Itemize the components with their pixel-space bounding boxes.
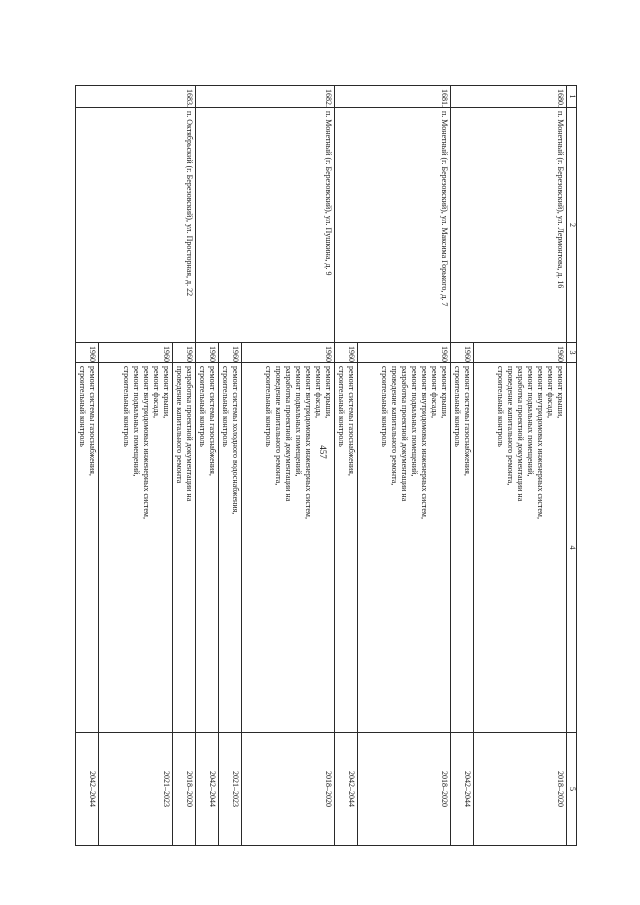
period-cell: 2042–2044 (451, 733, 474, 846)
work-item: строительный контроль (122, 366, 131, 447)
work-item: ремонт фасада, (430, 366, 439, 418)
work-item: ремонт крыши, (440, 366, 449, 419)
work-item: ремонт подвальных помещений, (294, 366, 303, 477)
work-item: ремонт фасада, (546, 366, 555, 418)
address-cell: п. Монетный (г. Березовский), ул. Пушкина, д. 9 (196, 108, 335, 343)
repair-schedule-table (75, 85, 577, 846)
work-item: ремонт подвальных помещений, (132, 366, 141, 477)
work-item: разработка проектной документации на (516, 366, 525, 502)
work-item: ремонт внутридомовых инженерных систем, (420, 366, 429, 519)
works-cell (335, 363, 358, 733)
period-cell: 2021–2023 (99, 733, 173, 846)
work-item: ремонт крыши, (162, 366, 171, 419)
work-item: разработка проектной документации на (400, 366, 409, 502)
work-item: ремонт системы газоснабжения, (208, 366, 217, 476)
works-cell (219, 363, 242, 733)
year-cell: 1960 (335, 343, 358, 363)
work-item: ремонт фасада, (314, 366, 323, 418)
works-cell (76, 363, 99, 733)
work-item: строительный контроль (453, 366, 462, 447)
table-row (242, 86, 335, 846)
column-header: 2 (567, 108, 577, 343)
works-cell (173, 363, 196, 733)
work-item: ремонт крыши, (556, 366, 565, 419)
work-item: строительный контроль (198, 366, 207, 447)
works-cell (358, 363, 451, 733)
work-item: ремонт внутридомовых инженерных систем, (142, 366, 151, 519)
work-item: проведение капитального ремонта, (390, 366, 399, 486)
period-cell: 2021–2023 (219, 733, 242, 846)
period-cell: 2018–2020 (358, 733, 451, 846)
work-item: ремонт системы холодного водоснабжения, (231, 366, 240, 515)
row-number: 1683. (76, 86, 196, 108)
column-number-row (567, 86, 577, 846)
column-header: 5 (567, 733, 577, 846)
works-cell (99, 363, 173, 733)
table-frame (78, 85, 577, 846)
table-row (474, 86, 567, 846)
work-item: строительный контроль (264, 366, 273, 447)
year-cell: 1960 (173, 343, 196, 363)
work-item: ремонт системы газоснабжения, (88, 366, 97, 476)
work-item: ремонт внутридомовых инженерных систем, (536, 366, 545, 519)
address-cell: п. Октябрьский (г. Березовский), ул. Просторная, д. 22 (76, 108, 196, 343)
period-cell: 2018–2020 (242, 733, 335, 846)
work-item: разработка проектной документации на (185, 366, 194, 502)
work-item: проведение капитального ремонта (175, 366, 184, 484)
period-cell: 2042–2044 (76, 733, 99, 846)
period-cell: 2042–2044 (335, 733, 358, 846)
row-number: 1681. (335, 86, 451, 108)
work-item: ремонт фасада, (152, 366, 161, 418)
works-cell (474, 363, 567, 733)
year-cell: 1960 (242, 343, 335, 363)
year-cell: 1960 (99, 343, 173, 363)
period-cell: 2042–2044 (196, 733, 219, 846)
rotated-table-area (78, 85, 577, 846)
period-cell: 2018–2020 (474, 733, 567, 846)
page-number: 457 (318, 445, 328, 459)
year-cell: 1960 (219, 343, 242, 363)
work-item: строительный контроль (496, 366, 505, 447)
year-cell: 1960 (474, 343, 567, 363)
table-row (173, 86, 196, 846)
work-item: строительный контроль (78, 366, 87, 447)
work-item: ремонт внутридомовых инженерных систем, (304, 366, 313, 519)
year-cell: 1960 (358, 343, 451, 363)
row-number: 1680. (451, 86, 567, 108)
works-cell (451, 363, 474, 733)
work-item: строительный контроль (380, 366, 389, 447)
column-header: 4 (567, 363, 577, 733)
column-header: 1 (567, 86, 577, 108)
work-item: ремонт системы газоснабжения, (463, 366, 472, 476)
works-cell (196, 363, 219, 733)
year-cell: 1960 (76, 343, 99, 363)
work-item: строительный контроль (337, 366, 346, 447)
column-header: 3 (567, 343, 577, 363)
work-item: ремонт подвальных помещений, (410, 366, 419, 477)
work-item: разработка проектной документации на (284, 366, 293, 502)
year-cell: 1960 (451, 343, 474, 363)
work-item: проведение капитального ремонта, (506, 366, 515, 486)
work-item: ремонт крыши, (324, 366, 333, 419)
works-cell (242, 363, 335, 733)
period-cell: 2018–2020 (173, 733, 196, 846)
row-number: 1682. (196, 86, 335, 108)
address-cell: п. Монетный (г. Березовский), ул. Лермонтова, д. 16 (451, 108, 567, 343)
address-cell: п. Монетный (г. Березовский), ул. Максима Горького, д. 7 (335, 108, 451, 343)
table-row (358, 86, 451, 846)
work-item: ремонт подвальных помещений, (526, 366, 535, 477)
work-item: проведение капитального ремонта, (274, 366, 283, 486)
work-item: строительный контроль (221, 366, 230, 447)
work-item: ремонт системы газоснабжения, (347, 366, 356, 476)
year-cell: 1960 (196, 343, 219, 363)
